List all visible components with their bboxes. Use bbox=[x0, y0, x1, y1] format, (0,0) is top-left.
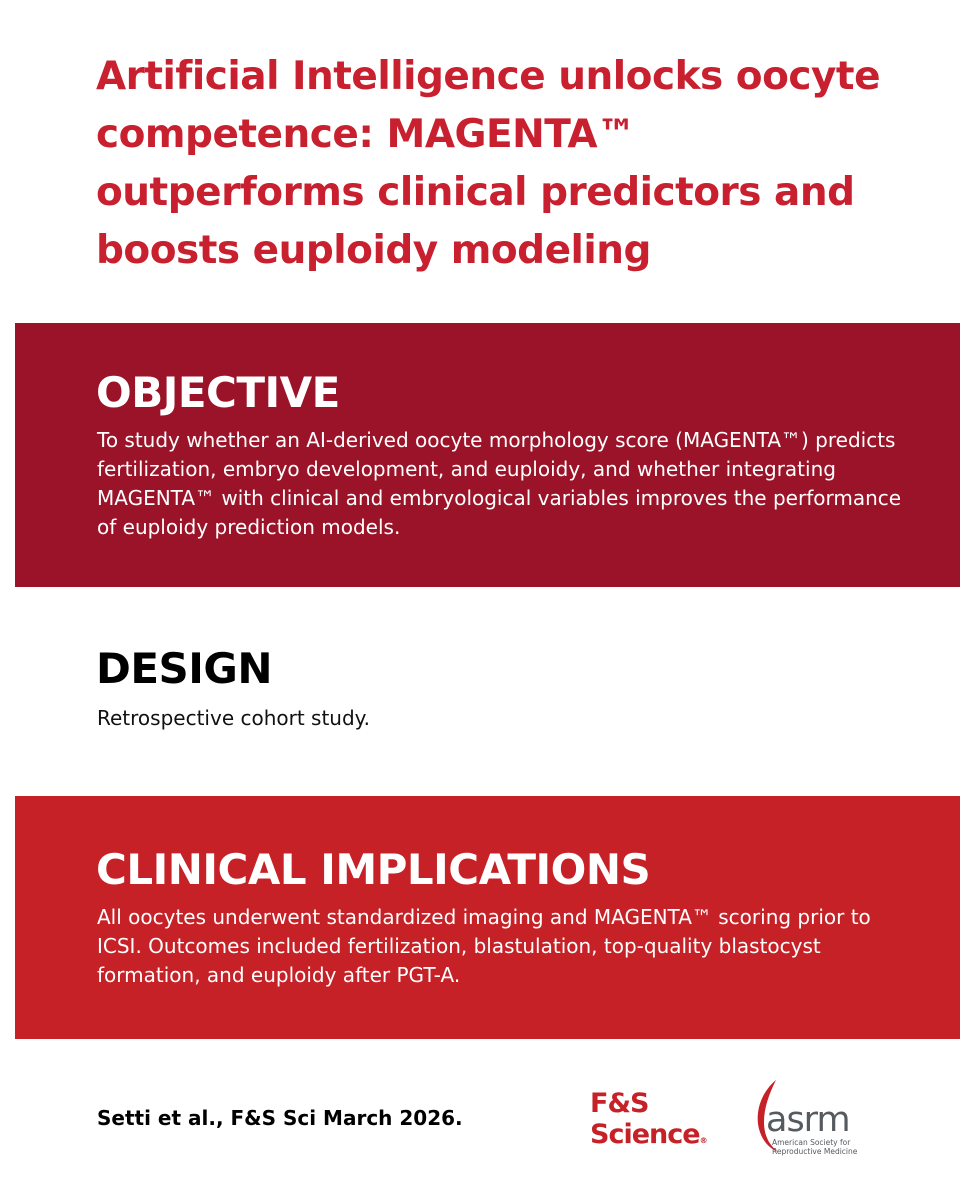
design-heading: DESIGN bbox=[96, 644, 273, 693]
asrm-subtitle-line2: Reproductive Medicine bbox=[772, 1147, 858, 1156]
asrm-logo bbox=[752, 1078, 862, 1158]
fs-science-logo bbox=[590, 1088, 708, 1156]
registered-mark: ® bbox=[699, 1136, 708, 1145]
clinical-implications-panel bbox=[15, 796, 960, 1039]
objective-text: To study whether an AI-derived oocyte morphology score (MAGENTA™) predicts fertilization, embryo development, and euploidy, and whether integrating MAGENTA™ with clinical and embryological variables improves the performance of euploidy prediction models. bbox=[97, 428, 902, 539]
citation: Setti et al., F&S Sci March 2026. bbox=[97, 1106, 463, 1130]
fs-logo-line2: Science bbox=[590, 1119, 700, 1150]
objective-panel bbox=[15, 323, 960, 587]
fs-logo-line2-wrap bbox=[590, 1119, 708, 1156]
design-text: Retrospective cohort study. bbox=[97, 706, 371, 730]
page-title: Artificial Intelligence unlocks oocyte competence: MAGENTA™ outperforms clinical predictors and boosts euploidy modeling bbox=[96, 54, 881, 273]
clinical-implications-heading: CLINICAL IMPLICATIONS bbox=[96, 845, 651, 894]
clinical-implications-text: All oocytes underwent standardized imaging and MAGENTA™ scoring prior to ICSI. Outcomes included fertilization, blastulation, top-quality blastocyst formation, and euploidy after PGT-A. bbox=[97, 905, 871, 987]
objective-heading: OBJECTIVE bbox=[96, 368, 340, 417]
asrm-subtitle bbox=[772, 1138, 857, 1156]
asrm-subtitle-line1: American Society for bbox=[772, 1138, 851, 1147]
fs-logo-line1: F&S bbox=[590, 1088, 649, 1119]
asrm-wordmark: asrm bbox=[766, 1100, 850, 1140]
